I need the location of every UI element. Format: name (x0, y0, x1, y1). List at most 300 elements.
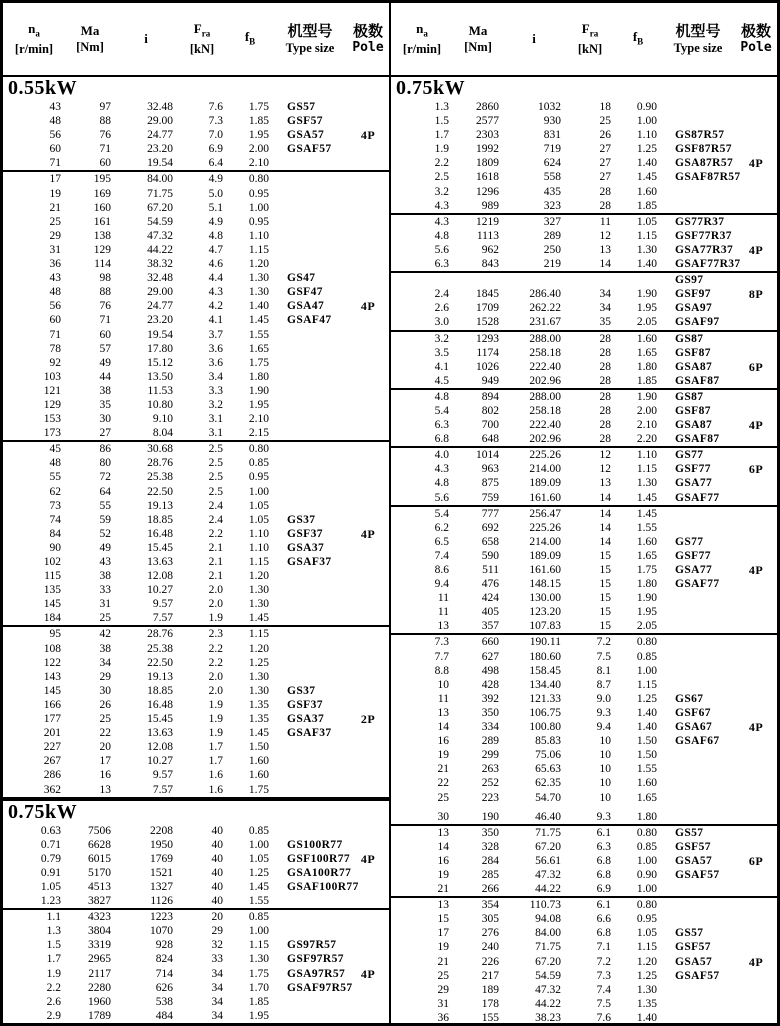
cell-ma: 217 (481, 969, 499, 982)
table-row (3, 952, 389, 966)
cell-na: 14 (437, 721, 449, 734)
table-row (391, 868, 777, 882)
cell-fra: 20 (211, 911, 223, 924)
cell-fb: 1.05 (248, 499, 269, 512)
cell-type-size (273, 398, 347, 412)
cell-fb: 2.00 (636, 404, 657, 417)
cell-ma: 2577 (476, 115, 499, 128)
gearmotor-group (3, 910, 389, 1023)
table-row (3, 156, 389, 170)
cell-pole: 4P (748, 954, 764, 969)
cell-type-size: GSF47 (287, 286, 323, 299)
cell-type-size: GSA87R57 (675, 157, 734, 170)
cell-i: 47.32 (535, 983, 561, 996)
cell-type-size (273, 328, 347, 342)
cell-i: 100.80 (529, 721, 561, 734)
cell-ma: 98 (99, 272, 111, 285)
cell-fb: 1.55 (636, 521, 657, 534)
table-row (391, 448, 777, 462)
cell-na: 21 (437, 955, 449, 968)
cell-type-size: GS97R57 (287, 939, 337, 952)
cell-ma: 498 (481, 664, 499, 677)
table-row (3, 499, 389, 513)
cell-ma: 1174 (476, 346, 499, 359)
cell-na: 90 (49, 541, 61, 554)
cell-fb: 0.80 (636, 826, 657, 839)
cell-fra: 7.5 (596, 650, 611, 663)
table-row (3, 328, 389, 342)
cell-pole (347, 768, 389, 782)
cell-i: 25.38 (147, 642, 173, 655)
table-row (391, 432, 777, 446)
column-header-label: i (532, 31, 536, 46)
table-row (3, 342, 389, 356)
table-row (391, 462, 777, 476)
cell-ma: 276 (481, 927, 499, 940)
cell-type-size: GSAF77R37 (675, 258, 741, 271)
cell-ma: 138 (93, 229, 111, 242)
cell-i: 30.68 (147, 443, 173, 456)
cell-pole (347, 995, 389, 1009)
cell-fra: 2.0 (208, 584, 223, 597)
cell-i: 928 (155, 939, 173, 952)
table-row (391, 997, 777, 1011)
cell-fb: 1.15 (636, 941, 657, 954)
cell-fb: 1.60 (636, 777, 657, 790)
table-row (3, 187, 389, 201)
cell-i: 71.75 (535, 941, 561, 954)
cell-i: 1223 (150, 911, 173, 924)
cell-ma: 777 (481, 507, 499, 520)
cell-fb: 1.20 (248, 258, 269, 271)
cell-fb: 1.90 (636, 288, 657, 301)
cell-pole (735, 635, 777, 649)
cell-pole (347, 924, 389, 938)
cell-fra: 3.2 (208, 398, 223, 411)
cell-ma: 843 (481, 258, 499, 271)
cell-ma: 692 (481, 521, 499, 534)
table-row (391, 374, 777, 388)
cell-na: 227 (43, 741, 61, 754)
cell-type-size: GSA77 (675, 477, 713, 490)
cell-ma: 2280 (88, 981, 111, 994)
cell-fb: 0.80 (248, 173, 269, 186)
cell-type-size (273, 670, 347, 684)
cell-pole (347, 442, 389, 456)
cell-i: 75.06 (535, 749, 561, 762)
cell-fb: 1.25 (248, 866, 269, 879)
cell-ma: 189 (481, 983, 499, 996)
cell-na: 2.4 (434, 288, 449, 301)
table-row (391, 605, 777, 619)
cell-i: 1521 (150, 866, 173, 879)
cell-type-size: GSAF37 (287, 556, 332, 568)
cell-fb: 1.45 (248, 314, 269, 327)
cell-i: 28.76 (147, 457, 173, 470)
table-row (391, 1011, 777, 1023)
cell-na: 74 (49, 513, 61, 526)
cell-ma: 1845 (476, 288, 499, 301)
column-header-label: i (144, 31, 148, 46)
cell-i: 15.45 (147, 541, 173, 554)
table-row (391, 535, 777, 549)
cell-ma: 223 (481, 791, 499, 804)
table-row (3, 426, 389, 440)
cell-type-size (273, 342, 347, 356)
power-section-title: 0.75kW (396, 77, 466, 99)
cell-type-size (661, 619, 735, 633)
cell-pole (735, 926, 777, 940)
cell-type-size: GSA77 (675, 564, 713, 576)
cell-i: 13.63 (147, 727, 173, 740)
cell-ma: 3827 (88, 895, 111, 908)
cell-fra: 28 (599, 374, 611, 387)
cell-fra: 11 (599, 215, 611, 228)
table-row (391, 287, 777, 301)
cell-ma: 700 (481, 419, 499, 432)
table-row (3, 569, 389, 583)
cell-fra: 15 (599, 606, 611, 619)
cell-fra: 2.0 (208, 684, 223, 697)
cell-ma: 2303 (476, 129, 499, 142)
cell-fb: 1.00 (636, 854, 657, 867)
cell-na: 92 (49, 356, 61, 369)
cell-fb: 1.15 (248, 939, 269, 952)
cell-pole (735, 898, 777, 912)
cell-i: 67.20 (535, 840, 561, 853)
cell-na: 19 (437, 941, 449, 954)
table-row (391, 476, 777, 490)
cell-na: 1.3 (46, 925, 61, 938)
gearmotor-group (391, 635, 777, 825)
cell-type-size: GSA97R57 (287, 967, 346, 980)
table-row (3, 470, 389, 484)
cell-fra: 29 (211, 925, 223, 938)
cell-na: 8.8 (434, 664, 449, 677)
cell-ma: 29 (99, 670, 111, 683)
cell-i: 435 (543, 185, 561, 198)
table-row (391, 257, 777, 271)
cell-fb (615, 273, 661, 287)
cell-pole (735, 776, 777, 790)
cell-ma: 88 (99, 286, 111, 299)
cell-pole (735, 301, 777, 315)
table-row (391, 114, 777, 128)
cell-pole (347, 555, 389, 569)
cell-ma: 392 (481, 692, 499, 705)
cell-fra: 3.1 (208, 413, 223, 426)
cell-type-size: GSF57 (287, 115, 323, 128)
table-row (3, 684, 389, 698)
table-row (3, 754, 389, 768)
cell-pole (735, 882, 777, 896)
cell-pole (347, 611, 389, 625)
cell-fra: 7.4 (596, 983, 611, 996)
cell-ma: 328 (481, 840, 499, 853)
cell-fb: 1.55 (248, 895, 269, 908)
table-row (391, 734, 777, 748)
cell-i: 25.38 (147, 471, 173, 484)
cell-na: 5.4 (434, 404, 449, 417)
cell-fb: 1.75 (248, 356, 269, 369)
cell-type-size (273, 370, 347, 384)
cell-i: 121.33 (529, 692, 561, 705)
cell-pole (347, 670, 389, 684)
cell-fb: 1.75 (248, 783, 269, 796)
cell-na: 143 (43, 670, 61, 683)
cell-fra: 2.2 (208, 656, 223, 669)
cell-fb: 0.85 (248, 911, 269, 924)
cell-fb: 1.75 (248, 967, 269, 980)
cell-fb: 2.10 (248, 157, 269, 170)
cell-i: 16.48 (147, 698, 173, 711)
cell-na: 29 (49, 229, 61, 242)
cell-fb: 1.15 (636, 463, 657, 476)
cell-i: 2208 (150, 824, 173, 837)
table-row (3, 513, 389, 527)
cell-na: 48 (49, 286, 61, 299)
cell-fb: 1.80 (248, 370, 269, 383)
cell-type-size: GSA77R37 (675, 243, 734, 256)
cell-na: 21 (437, 883, 449, 896)
cell-fra: 6.8 (596, 927, 611, 940)
cell-fra: 25 (599, 115, 611, 128)
cell-fb: 1.65 (636, 346, 657, 359)
cell-i: 18.85 (147, 684, 173, 697)
cell-type-size: GSAF67 (675, 735, 720, 748)
cell-fra: 1.9 (208, 698, 223, 711)
cell-ma: 627 (481, 650, 499, 663)
cell-na: 5.6 (434, 491, 449, 504)
cell-fra: 34 (599, 302, 611, 315)
cell-type-size: GS87R57 (675, 129, 725, 142)
cell-fra: 1.6 (208, 769, 223, 782)
cell-na: 11 (437, 692, 449, 705)
cell-i: 824 (155, 953, 173, 966)
cell-fra: 4.1 (208, 314, 223, 327)
cell-fb: 1.55 (248, 328, 269, 341)
cell-na: 1.7 (434, 129, 449, 142)
cell-ma: 962 (481, 243, 499, 256)
cell-i: 23.20 (147, 314, 173, 327)
cell-fra: 2.2 (208, 642, 223, 655)
cell-fra: 8.1 (596, 664, 611, 677)
cell-fb: 1.40 (636, 721, 657, 734)
cell-fra: 10 (599, 777, 611, 790)
cell-pole (735, 868, 777, 882)
cell-fra: 4.7 (208, 243, 223, 256)
cell-type-size: GS37 (287, 513, 316, 526)
cell-pole (735, 521, 777, 535)
cell-ma: 405 (481, 606, 499, 619)
cell-na: 153 (43, 413, 61, 426)
table-row (391, 360, 777, 374)
cell-na: 19 (437, 868, 449, 881)
cell-ma: 6015 (88, 852, 111, 865)
table-row (391, 521, 777, 535)
table-row (391, 273, 777, 287)
cell-type-size (273, 894, 347, 908)
table-row (3, 866, 389, 880)
cell-ma: 266 (481, 883, 499, 896)
column-header-label: $F_{ra}$ (581, 20, 599, 39)
cell-na: 16 (437, 735, 449, 748)
cell-na: 5.6 (434, 243, 449, 256)
cell-type-size: GSF37 (287, 698, 323, 711)
cell-type-size (661, 762, 735, 776)
column-header-label: $f_B$ (632, 28, 644, 47)
cell-ma: 169 (93, 187, 111, 200)
cell-pole (347, 328, 389, 342)
cell-i: 22.50 (147, 656, 173, 669)
cell-type-size: GSAF97 (675, 316, 720, 329)
power-section (391, 77, 777, 1023)
cell-ma: 949 (481, 374, 499, 387)
cell-fra: 40 (211, 824, 223, 837)
cell-i: 130.00 (529, 592, 561, 605)
cell-fb: 1.85 (248, 995, 269, 1008)
cell-na: 4.3 (434, 215, 449, 228)
cell-ma: 963 (481, 463, 499, 476)
cell-fb: 1.55 (636, 763, 657, 776)
cell-fb: 1.65 (636, 549, 657, 562)
cell-ma: 33 (99, 584, 111, 597)
column-header-unit: Pole (352, 39, 384, 55)
cell-pole (735, 507, 777, 521)
cell-type-size: GSAF97R57 (287, 981, 353, 994)
cell-fra: 2.0 (208, 670, 223, 683)
cell-ma: 160 (93, 201, 111, 214)
cell-fb: 0.95 (248, 187, 269, 200)
table-row (3, 215, 389, 229)
cell-ma: 38 (99, 384, 111, 397)
cell-fb: 0.85 (248, 457, 269, 470)
cell-pole (347, 513, 389, 527)
cell-fb: 1.75 (248, 101, 269, 113)
cell-fra: 34 (211, 995, 223, 1008)
cell-fb: 2.10 (248, 413, 269, 426)
cell-fra: 7.6 (208, 101, 223, 113)
table-row (391, 882, 777, 896)
cell-fb: 1.95 (636, 302, 657, 315)
table-row (391, 215, 777, 229)
cell-na: 48 (49, 457, 61, 470)
cell-na: 15 (437, 913, 449, 926)
cell-fra: 10 (599, 749, 611, 762)
cell-pole: 4P (748, 563, 764, 577)
cell-na: 56 (49, 129, 61, 142)
cell-fb: 1.10 (248, 527, 269, 540)
cell-na: 43 (49, 272, 61, 285)
cell-pole (347, 156, 389, 170)
cell-type-size: GSF57 (675, 840, 711, 853)
table-row (391, 142, 777, 156)
cell-fb: 2.05 (636, 620, 657, 633)
table-row (391, 100, 777, 114)
cell-fra: 12 (599, 463, 611, 476)
cell-pole (735, 229, 777, 243)
cell-ma: 424 (481, 592, 499, 605)
cell-fb: 2.20 (636, 433, 657, 446)
cell-na: 21 (437, 763, 449, 776)
cell-fb: 0.90 (636, 101, 657, 113)
cell-pole: 4P (360, 299, 376, 314)
cell-ma: 1709 (476, 302, 499, 315)
cell-fb: 1.25 (636, 692, 657, 705)
cell-fra: 4.4 (208, 272, 223, 285)
cell-i: 1769 (150, 852, 173, 865)
cell-fb: 1.60 (248, 755, 269, 768)
cell-i: 161.60 (529, 564, 561, 576)
cell-fb: 1.10 (636, 449, 657, 462)
cell-na: 25 (437, 969, 449, 982)
cell-i: 262.22 (529, 302, 561, 315)
cell-ma: 354 (481, 899, 499, 912)
table-row (3, 924, 389, 938)
cell-pole: 2P (360, 712, 376, 727)
cell-ma: 30 (99, 413, 111, 426)
column-header-label: 极数 (740, 21, 771, 40)
table-row (3, 852, 389, 866)
table-row (391, 332, 777, 346)
cell-pole (347, 952, 389, 966)
cell-na: 25 (49, 215, 61, 228)
gearmotor-group (3, 100, 389, 172)
cell-ma: 1528 (476, 316, 499, 329)
cell-pole (347, 627, 389, 641)
cell-pole (347, 838, 389, 852)
left-table-body (3, 77, 389, 1023)
cell-pole (735, 650, 777, 664)
table-row (3, 1009, 389, 1023)
cell-type-size: GSF97R57 (287, 953, 344, 966)
cell-ma: 31 (99, 598, 111, 611)
cell-ma: 759 (481, 491, 499, 504)
cell-type-size: GSF87 (675, 404, 711, 417)
cell-fra: 15 (599, 620, 611, 633)
cell-fb: 0.95 (248, 215, 269, 228)
cell-type-size: GSF67 (675, 706, 711, 719)
cell-fra: 2.0 (208, 598, 223, 611)
cell-ma: 1618 (476, 171, 499, 184)
cell-fb: 1.40 (636, 1011, 657, 1023)
cell-type-size (273, 456, 347, 470)
cell-type-size (661, 1011, 735, 1023)
cell-fra: 28 (599, 433, 611, 446)
cell-na: 11 (437, 592, 449, 605)
cell-pole: 8P (748, 287, 764, 302)
cell-fb: 1.15 (248, 628, 269, 641)
column-header-label: Ma (80, 23, 100, 38)
cell-fb: 1.25 (636, 143, 657, 156)
cell-pole (735, 476, 777, 490)
cell-i: 289 (543, 229, 561, 242)
column-header-ma (65, 23, 115, 55)
cell-fb: 1.35 (636, 997, 657, 1010)
cell-fra: 4.8 (208, 229, 223, 242)
cell-fb: 1.30 (248, 670, 269, 683)
gearmotor-group (3, 824, 389, 911)
cell-fra: 6.9 (596, 883, 611, 896)
cell-i: 7.57 (152, 612, 173, 625)
cell-na: 115 (44, 570, 61, 583)
cell-pole (735, 374, 777, 388)
cell-fb: 1.45 (248, 612, 269, 625)
cell-type-size (273, 583, 347, 597)
cell-na: 55 (49, 471, 61, 484)
cell-type-size: GSA57 (675, 955, 713, 968)
cell-na: 71 (49, 328, 61, 341)
